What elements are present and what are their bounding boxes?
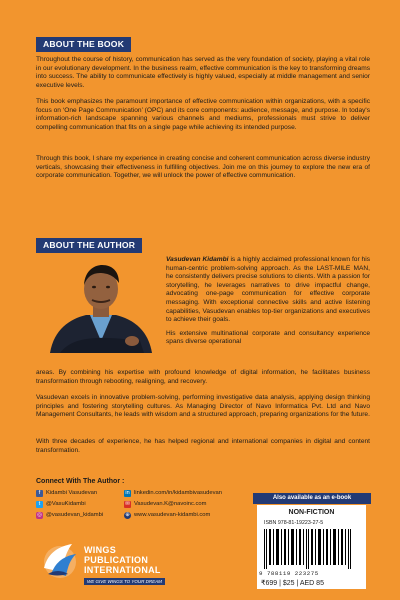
publisher-tagline: WE GIVE WINGS TO YOUR DREAM [84, 578, 165, 585]
connect-linkedin[interactable] [124, 488, 222, 499]
connect-website[interactable] [124, 510, 222, 521]
instagram-label: @vasudevan_kidambi [46, 512, 104, 518]
category-label: NON-FICTION [288, 509, 335, 516]
facebook-label: Kidambi Vasudevan [46, 490, 98, 496]
author-para4: With three decades of experience, he has helped regional and international companies in digital and content transformation. [36, 438, 370, 454]
connect-twitter[interactable] [36, 499, 103, 510]
barcode-icon [262, 529, 362, 569]
price-text: ₹699 | $25 | AED 85 [261, 580, 324, 587]
barcode-box [257, 505, 366, 589]
author-para2-start: His extensive multinational corporate and consultancy experience spans diverse operational [166, 329, 370, 346]
book-paragraph-3: Through this book, I share my experience in creating concise and coherent communication across diverse industry verticals, showcasing their effectiveness in fulfilling objectives. Join me on this journey to explore the new era of corporate communication. Together, we will unlock the power of effective communication. [36, 155, 370, 180]
author-para3: Vasudevan excels in innovative problem-solving, performing investigative data analysis, applying design thinking principles and fostering storytelling cultures. As Managing Director of Navo Informatica Pvt. Ltd and Navo Management Consultants, he leads with wisdom and a structured approach, preparing organizations for the future. [36, 394, 370, 419]
author-name: Vasudevan Kidambi [166, 256, 229, 263]
about-book-heading: ABOUT THE BOOK [36, 37, 131, 52]
connect-list-right [124, 488, 222, 521]
email-label: Vasudevan.K@navoinc.com [134, 501, 207, 507]
twitter-icon: t [36, 501, 43, 508]
web-icon: ⊕ [125, 512, 130, 518]
publisher-line1: WINGS [84, 545, 116, 555]
author-photo [36, 257, 162, 353]
publisher-name [84, 545, 161, 575]
twitter-label: @VasuKidambi [46, 501, 86, 507]
linkedin-label: linkedin.com/in/kidambivasudevan [134, 490, 222, 496]
connect-facebook[interactable] [36, 488, 103, 499]
connect-email[interactable] [124, 499, 222, 510]
instagram-icon: ◎ [37, 512, 42, 518]
connect-title: Connect With The Author : [36, 478, 125, 485]
author-para2-rest: areas. By combining his expertise with profound knowledge of digital information, he facilitates business transformation through rebooting, realigning, and recovery. [36, 369, 370, 385]
book-paragraph-1: Throughout the course of history, communication has served as the very foundation of society, playing a vital role in our evolutionary development. In the business realm, effective communication is the key to transforming dreams into success. The ability to communicate effectively is highly valued, especially at middle management and senior executive levels. [36, 56, 370, 90]
book-paragraph-2: This book emphasizes the paramount importance of effective communication within organizations, with a specific focus on ‘One Page Communication’ (OPC) and its core components: audience, message, and purpose. In today's information-rich landscape spanning various channels and mediums, professionals must strive to deliver compelling communication that fits on a single page while achieving its intended purpose. [36, 98, 370, 132]
facebook-icon: f [36, 490, 43, 497]
linkedin-icon: in [125, 490, 130, 496]
publisher-line2: PUBLICATION [84, 555, 149, 565]
ebook-banner: Also available as an e-book [253, 493, 371, 504]
about-author-heading: ABOUT THE AUTHOR [36, 238, 142, 253]
barcode-digits: 9 788119 223275 [259, 570, 319, 577]
connect-list-left [36, 488, 103, 521]
connect-instagram[interactable] [36, 510, 103, 521]
author-intro-text: is a highly acclaimed professional known for his human-centric problem-solving approach. As the LAST-MILE MAN, he consistently delivers precise solutions to clients. With a passion for storytelling, he leverages narratives to drive impactful change, advocating one-page communication for effective corporate messaging. With exceptional connective skills and active listening capabilities, Vasudevan enables top-tier organizations and executives to achieve their goals. [166, 256, 370, 324]
email-icon: ✉ [125, 501, 130, 507]
author-intro [166, 256, 370, 347]
website-label: www.vasudevan-kidambi.com [134, 512, 211, 518]
publisher-line3: INTERNATIONAL [84, 565, 161, 575]
isbn-text: ISBN 978-81-19223-27-5 [264, 520, 324, 526]
